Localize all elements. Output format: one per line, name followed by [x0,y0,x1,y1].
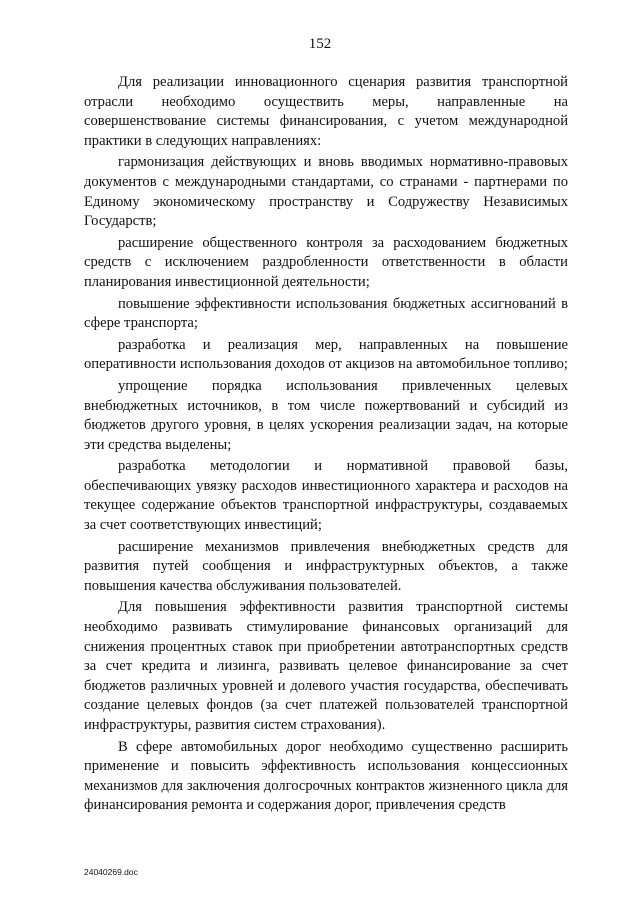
list-item-harmonization: гармонизация действующих и вновь вводимых нормативно-правовых документов с международными стандартами, со странами - партнерами по Единому экономическому пространству и Содружеству Независимых Государств; [84,154,568,230]
list-item-public-control: расширение общественного контроля за расходованием бюджетных средств с исключением раздробленности ответственности в области планирования инвестиционной деятельности; [84,234,568,290]
transport-efficiency-paragraph: Для повышения эффективности развития транспортной системы необходимо развивать стимулирование финансовых организаций для снижения процентных ставок при приобретении автотранспортных средств за счет кредита и лизинга, развивать целевое финансирование за счет бюджетов различных уровней и долевого участия государства, обеспечивать создание целевых фондов (за счет платежей пользователей транспортной инфраструктуры, развития систем страхования). [84,599,568,733]
body-text [84,73,568,816]
list-item-extrabudgetary: расширение механизмов привлечения внебюджетных средств для развития путей сообщения и инфраструктурных объектов, а также повышения качества обслуживания пользователей. [84,538,568,594]
list-item-budget-efficiency: повышение эффективности использования бюджетных ассигнований в сфере транспорта; [84,295,568,332]
roads-paragraph: В сфере автомобильных дорог необходимо существенно расширить применение и повысить эффективность использования концессионных механизмов для заключения долгосрочных контрактов жизненного цикла для финансирования ремонта и содержания дорог, привлечения средств [84,738,568,814]
footer-file-name: 24040269.doc [84,867,138,877]
list-item-simplification: упрощение порядка использования привлеченных целевых внебюджетных источников, в том числе пожертвований и субсидий из бюджетов другого уровня, в целях ускорения реализации задач, на которые эти средства выделены; [84,377,568,453]
page-number: 152 [308,36,332,52]
list-item-methodology: разработка методологии и нормативной правовой базы, обеспечивающих увязку расходов инвестиционного характера и расходов на текущее содержание объектов транспортной инфраструктуры, создаваемых за счет соответствующих инвестиций; [84,458,568,534]
intro-paragraph: Для реализации инновационного сценария развития транспортной отрасли необходимо осуществить меры, направленные на совершенствование системы финансирования, с учетом международной практики в следующих направлениях: [84,74,568,149]
list-item-excise-measures: разработка и реализация мер, направленных на повышение оперативности использования доходов от акцизов на автомобильное топливо; [84,336,568,373]
